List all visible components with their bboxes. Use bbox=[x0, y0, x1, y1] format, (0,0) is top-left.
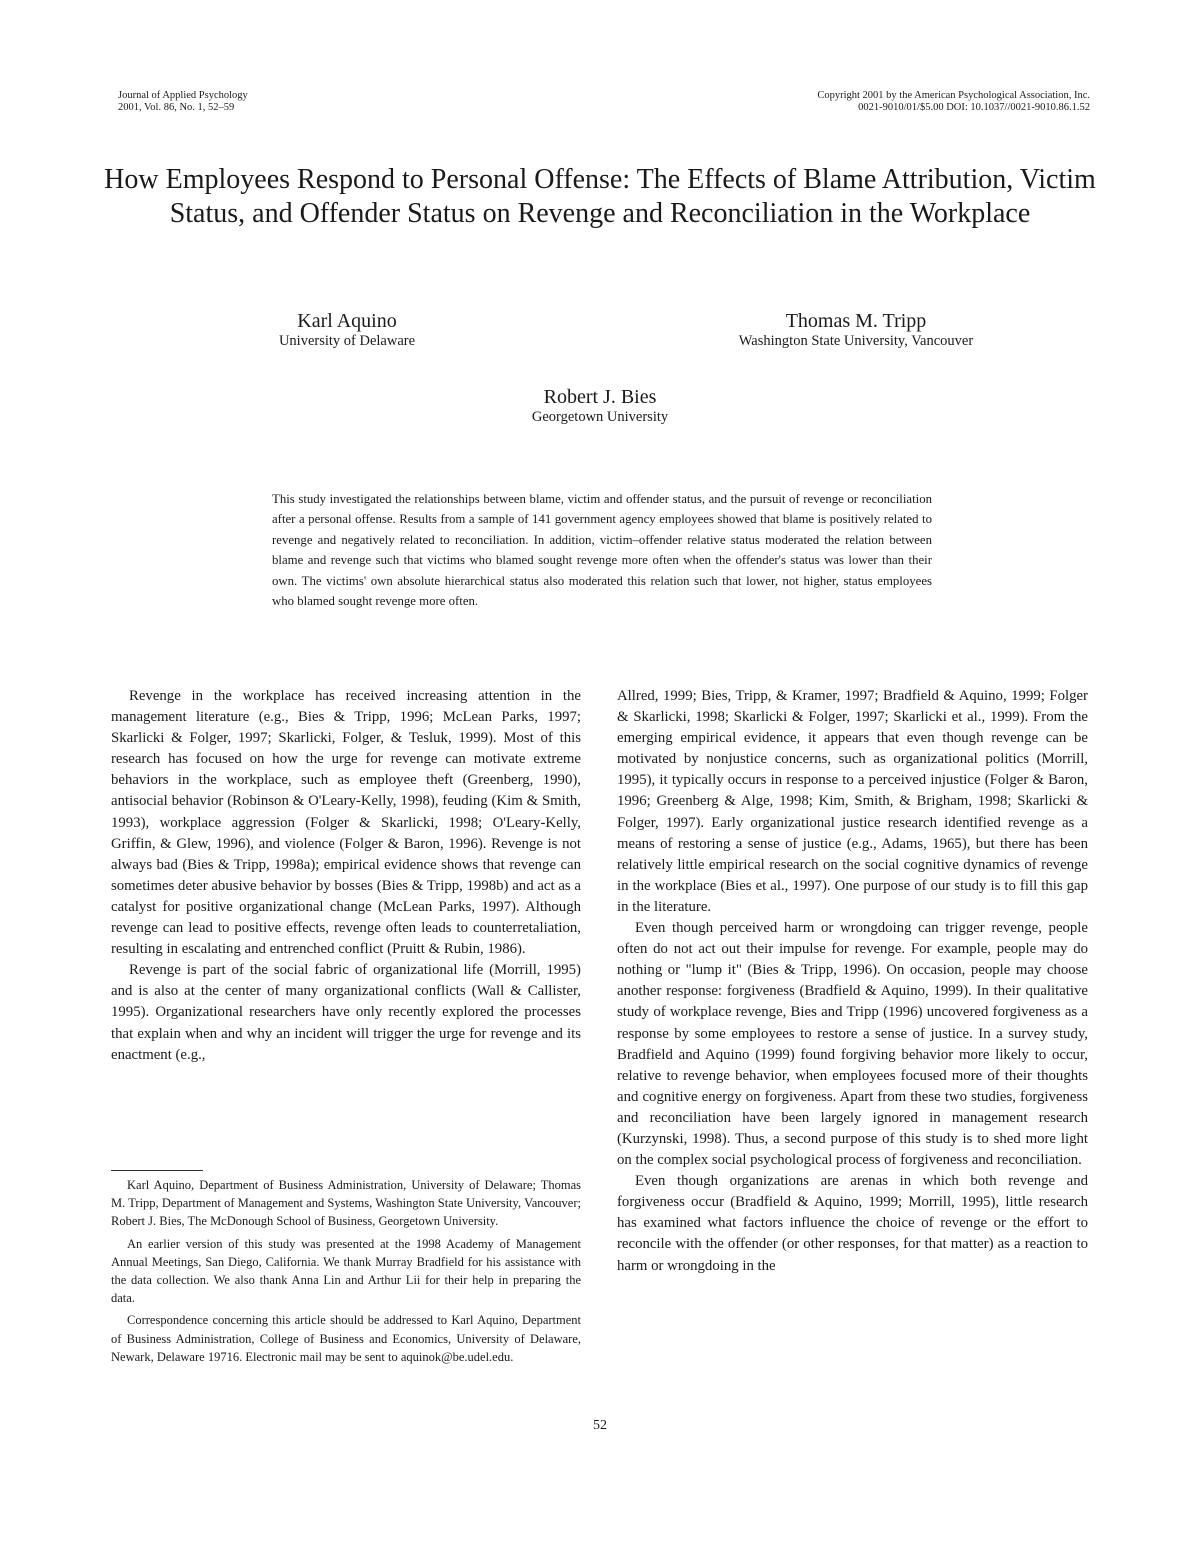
author-name: Karl Aquino bbox=[297, 310, 397, 332]
author-affiliation: Georgetown University bbox=[531, 409, 669, 425]
copyright-line: Copyright 2001 by the American Psychological Association, Inc. bbox=[817, 90, 1090, 101]
author-note bbox=[111, 1176, 581, 1370]
journal-name: Journal of Applied Psychology bbox=[118, 90, 248, 101]
author-block bbox=[400, 386, 800, 426]
author-affiliation: University of Delaware bbox=[278, 333, 416, 349]
footnote: Karl Aquino, Department of Business Administration, University of Delaware; Thomas M. Tripp, Department of Management and Systems, Washington State University, Vancouver; Robert J. Bies, The McDonough School of Business, Georgetown University. bbox=[111, 1178, 581, 1229]
body-paragraph: Revenge is part of the social fabric of organizational life (Morrill, 1995) and is also at the center of many organizational conflicts (Wall & Callister, 1995). Organizational researchers have only recently explored the processes that explain when and why an incident will trigger the urge for revenge and its enactment (e.g., bbox=[111, 962, 581, 1063]
body-paragraph: Even though organizations are arenas in which both revenge and forgiveness occur (Bradfield & Aquino, 1999; Morrill, 1995), little research has examined what factors influence the choice of revenge or the effort to reconcile with the offender (or other responses, for that matter) as a reaction to harm or wrongdoing in the bbox=[617, 1173, 1088, 1274]
footnote: An earlier version of this study was presented at the 1998 Academy of Management Annual Meetings, San Diego, California. We thank Murray Bradfield for his assistance with the data collection. We also thank Anna Lin and Arthur Lii for their help in preparing the data. bbox=[111, 1236, 581, 1306]
body-column-right bbox=[617, 686, 1088, 1277]
author-block bbox=[656, 310, 1056, 350]
footnote-divider bbox=[111, 1170, 203, 1171]
body-paragraph: Even though perceived harm or wrongdoing can trigger revenge, people often do not act out their impulse for revenge. For example, people may do nothing or "lump it" (Bies & Tripp, 1996). On occasion, people may choose another response: forgiveness (Bradfield & Aquino, 1999). In their qualitative study of workplace revenge, Bies and Tripp (1996) uncovered forgiveness as a response by some employees to restore a sense of justice. In a survey study, Bradfield and Aquino (1999) found forgiving behavior more likely to occur, relative to revenge behavior, when employees focused more of their thoughts and cognitive energy on forgiveness. Apart from these two studies, forgiveness and reconciliation have been largely ignored in management research (Kurzynski, 1998). Thus, a second purpose of this study is to shed more light on the complex social psychological process of forgiveness and reconciliation. bbox=[617, 920, 1088, 1169]
journal-header bbox=[118, 90, 248, 114]
author-affiliation: Washington State University, Vancouver bbox=[738, 333, 974, 349]
doi-line: 0021-9010/01/$5.00 DOI: 10.1037//0021-9010.86.1.52 bbox=[858, 102, 1090, 113]
footnote: Correspondence concerning this article should be addressed to Karl Aquino, Department of Business Administration, College of Business and Economics, University of Delaware, Newark, Delaware 19716. Electronic mail may be sent to aquinok@be.udel.edu. bbox=[111, 1313, 581, 1364]
copyright-header bbox=[817, 90, 1090, 114]
author-name: Robert J. Bies bbox=[543, 386, 657, 408]
author-name: Thomas M. Tripp bbox=[785, 310, 927, 332]
abstract: This study investigated the relationships between blame, victim and offender status, and the pursuit of revenge or reconciliation after a personal offense. Results from a sample of 141 government agency employees showed that blame is positively related to revenge and negatively related to reconciliation. In addition, victim–offender relative status moderated the relation between blame and revenge such that victims who blamed sought revenge more often when the offender's status was lower than their own. The victims' own absolute hierarchical status also moderated this relation such that lower, not higher, status employees who blamed sought revenge more often. bbox=[272, 492, 932, 609]
body-paragraph: Revenge in the workplace has received increasing attention in the management literature (e.g., Bies & Tripp, 1996; McLean Parks, 1997; Skarlicki & Folger, 1997; Skarlicki, Folger, & Tesluk, 1999). Most of this research has focused on how the urge for revenge can motivate extreme behaviors in the workplace, such as employee theft (Greenberg, 1990), antisocial behavior (Robinson & O'Leary-Kelly, 1998), feuding (Kim & Smith, 1993), workplace aggression (Folger & Skarlicki, 1998; O'Leary-Kelly, Griffin, & Glew, 1996), and violence (Folger & Baron, 1996). Revenge is not always bad (Bies & Tripp, 1998a); empirical evidence shows that revenge can sometimes deter abusive behavior by bosses (Bies & Tripp, 1998b) and act as a catalyst for positive organizational change (McLean Parks, 1997). Although revenge can lead to positive effects, revenge often leads to counterretaliation, resulting in escalating and entrenched conflict (Pruitt & Rubin, 1986). bbox=[111, 688, 581, 958]
body-paragraph: Allred, 1999; Bies, Tripp, & Kramer, 1997; Bradfield & Aquino, 1999; Folger & Skarlicki, 1998; Skarlicki & Folger, 1997; Skarlicki et al., 1999). From the emerging empirical evidence, it appears that even though revenge can be motivated by nonjustice concerns, such as organizational politics (Morrill, 1995), it typically occurs in response to a perceived injustice (Folger & Baron, 1996; Greenberg & Alge, 1998; Kim, Smith, & Brigham, 1998; Skarlicki & Folger, 1997). Early organizational justice research identified revenge as a means of restoring a sense of justice (e.g., Adams, 1965), but there has been relatively little empirical research on the social cognitive dynamics of revenge in the workplace (Bies et al., 1997). One purpose of our study is to fill this gap in the literature. bbox=[617, 688, 1088, 915]
page-number: 52 bbox=[593, 1418, 607, 1433]
body-column-left bbox=[111, 686, 581, 1066]
author-block bbox=[147, 310, 547, 350]
article-title: How Employees Respond to Personal Offense: The Effects of Blame Attribution, Victim Status, and Offender Status on Revenge and Reconciliation in the Workplace bbox=[104, 164, 1096, 229]
journal-volume: 2001, Vol. 86, No. 1, 52–59 bbox=[118, 102, 235, 113]
